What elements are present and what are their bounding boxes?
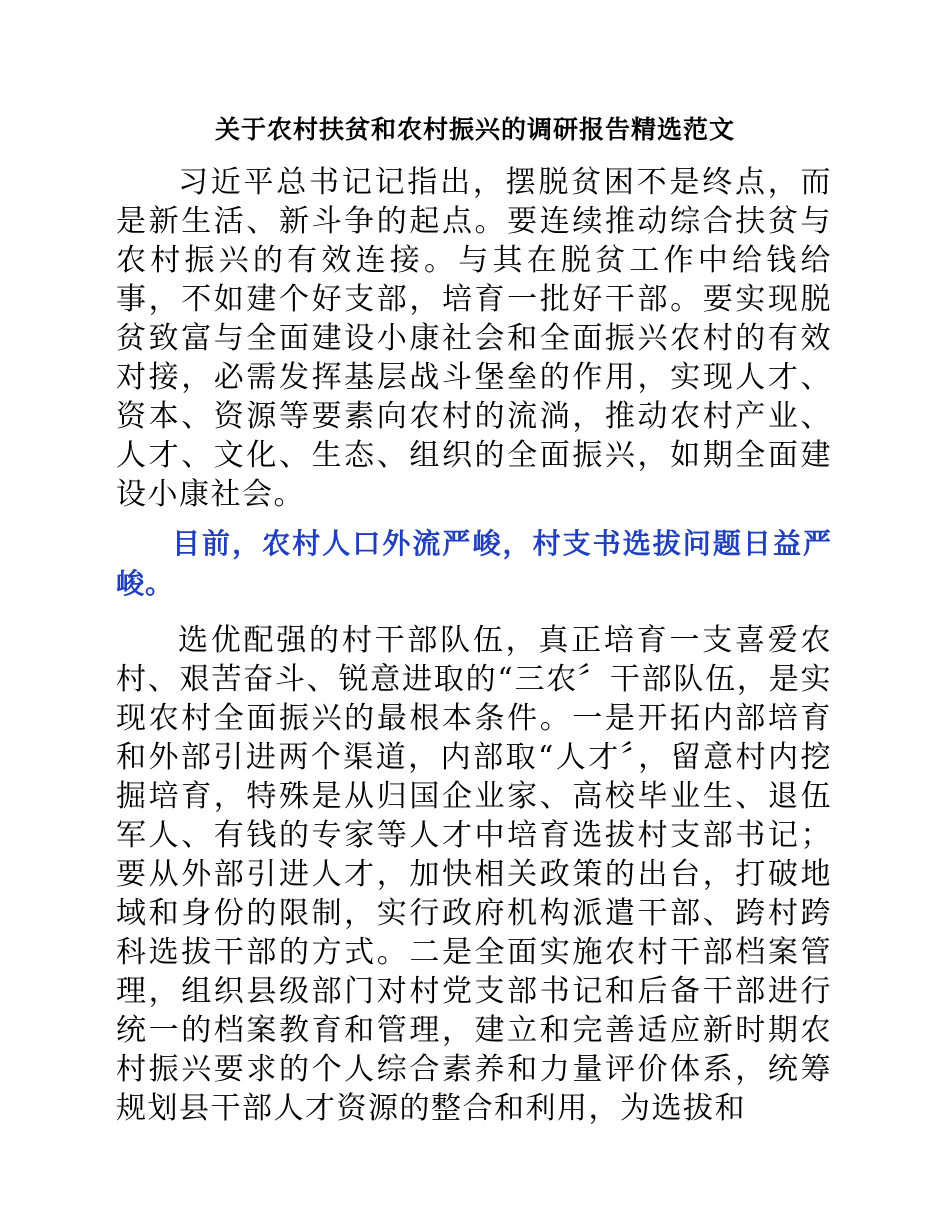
- document-title: 关于农村扶贫和农村振兴的调研报告精选范文: [214, 115, 735, 144]
- paragraph-intro: 习近平总书记记指出，摆脱贫困不是终点，而是新生活、新斗争的起点。要连续推动综合扶贫与农村振兴的有效连接。与其在脱贫工作中给钱给事，不如建个好支部，培育一批好干部。要实现脱贫致富与全面建设小康社会和全面振兴农村的有效对接，必需发挥基层战斗堡垒的作用，实现人才、资本、资源等要素向农村的流淌，推动农村产业、人才、文化、生态、组织的全面振兴，如期全面建设小康社会。: [116, 165, 832, 512]
- paragraph-highlight-heading: 目前，农村人口外流严峻，村支书选拔问题日益严峻。: [116, 527, 832, 600]
- paragraph-body: 选优配强的村干部队伍，真正培育一支喜爱农村、艰苦奋斗、锐意进取的“三农〞干部队伍，是实现农村全面振兴的最根本条件。一是开拓内部培育和外部引进两个渠道，内部取“人才〞，留意村内挖掘培育，特殊是从归国企业家、高校毕业生、退伍军人、有钱的专家等人才中培育选拔村支部书记；要从外部引进人才，加快相关政策的出台，打破地域和身份的限制，实行政府机构派遣干部、跨村跨科选拔干部的方式。二是全面实施农村干部档案管理，组织县级部门对村党支部书记和后备干部进行统一的档案教育和管理，建立和完善适应新时期农村振兴要求的个人综合素养和力量评价体系，统筹规划县干部人才资源的整合和利用，为选拔和: [116, 623, 832, 1126]
